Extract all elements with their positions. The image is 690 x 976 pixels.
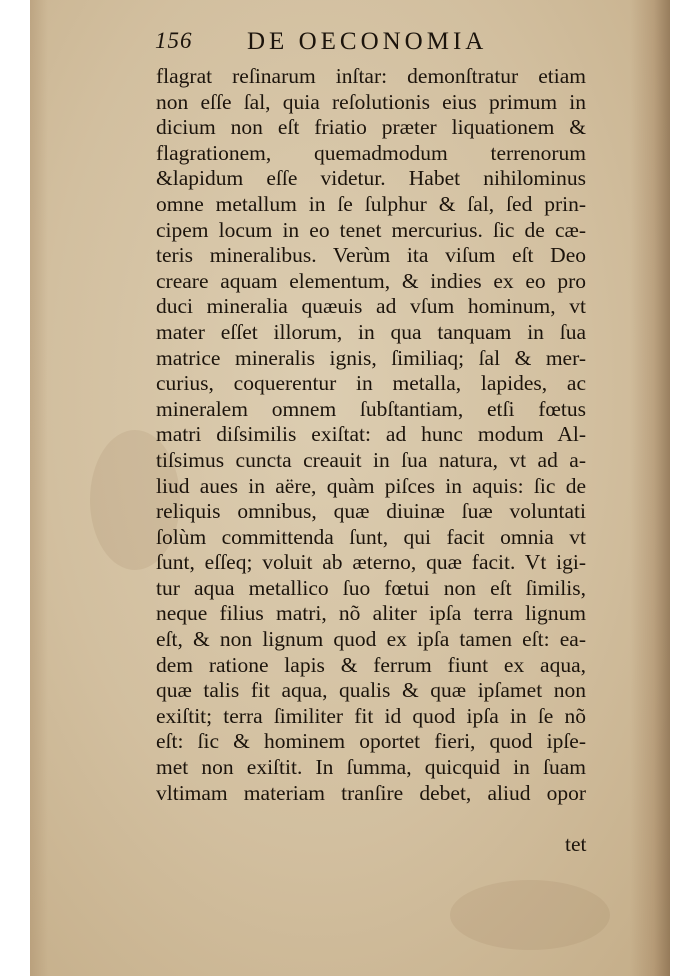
text-line: matrice mineralis ignis, ſimiliaq; ſal & mer-	[156, 345, 586, 370]
text-line: neque filius matri, nõ aliter ipſa terra lignum	[156, 601, 586, 626]
text-line: exiſtit; terra ſimiliter fit id quod ipſa in ſe nõ	[156, 703, 586, 728]
text-line: curius, coquerentur in metalla, lapides, ac	[156, 371, 586, 396]
text-line: cipem locum in eo tenet mercurius. ſic de cæ-	[156, 217, 586, 242]
text-line: met non exiſtit. In ſumma, quicquid in ſuam	[156, 755, 586, 780]
text-line: non eſſe ſal, quia reſolutionis eius primum in	[156, 89, 586, 114]
text-line: ſolùm committenda ſunt, qui facit omnia vt	[156, 524, 586, 549]
text-line: matri diſsimilis exiſtat: ad hunc modum Al-	[156, 422, 586, 447]
text-line: ſunt, eſſeq; voluit ab æterno, quæ facit. Vt igi-	[156, 550, 586, 575]
text-line: flagrat reſinarum inſtar: demonſtratur etiam	[156, 64, 586, 88]
text-line: &lapidum eſſe videtur. Habet nihilominus	[156, 166, 586, 191]
text-line: creare aquam elementum, & indies ex eo pro	[156, 268, 586, 293]
text-line: reliquis omnibus, quæ diuinæ ſuæ voluntati	[156, 499, 586, 524]
text-line: omne metallum in ſe ſulphur & ſal, ſed prin-	[156, 191, 586, 216]
text-line: mater eſſet illorum, in qua tanquam in ſua	[156, 319, 586, 344]
text-line: tur aqua metallico ſuo fœtui non eſt ſimilis,	[156, 575, 586, 600]
text-line: quæ talis fit aqua, qualis & quæ ipſamet non	[156, 678, 586, 703]
text-line: flagrationem, quemadmodum terrenorum	[156, 140, 586, 165]
catchword: tet	[565, 832, 587, 856]
paper-stain	[450, 880, 610, 950]
text-line: eſt, & non lignum quod ex ipſa tamen eſt: ea-	[156, 627, 586, 652]
body-text	[156, 64, 586, 806]
text-line: duci mineralia quæuis ad vſum hominum, vt	[156, 294, 586, 319]
text-line: teris mineralibus. Verùm ita viſum eſt Deo	[156, 243, 586, 268]
page-edge-shadow	[630, 0, 670, 976]
text-line: dicium non eſt friatio præter liquationem &	[156, 115, 586, 140]
page-header	[155, 28, 565, 62]
text-line: dem ratione lapis & ferrum fiunt ex aqua,	[156, 652, 586, 677]
text-line: vltimam materiam tranſire debet, aliud opor	[156, 780, 586, 805]
text-line: liud aues in aëre, quàm piſces in aquis: ſic de	[156, 473, 586, 498]
text-line: mineralem omnem ſubſtantiam, etſi fœtus	[156, 396, 586, 421]
running-head: DE OECONOMIA	[247, 28, 488, 55]
text-line: tiſsimus cuncta creauit in ſua natura, vt ad a-	[156, 447, 586, 472]
page-number: 156	[155, 28, 193, 53]
text-line: eſt: ſic & hominem oportet fieri, quod ipſe-	[156, 729, 586, 754]
gutter-shadow	[30, 0, 48, 976]
